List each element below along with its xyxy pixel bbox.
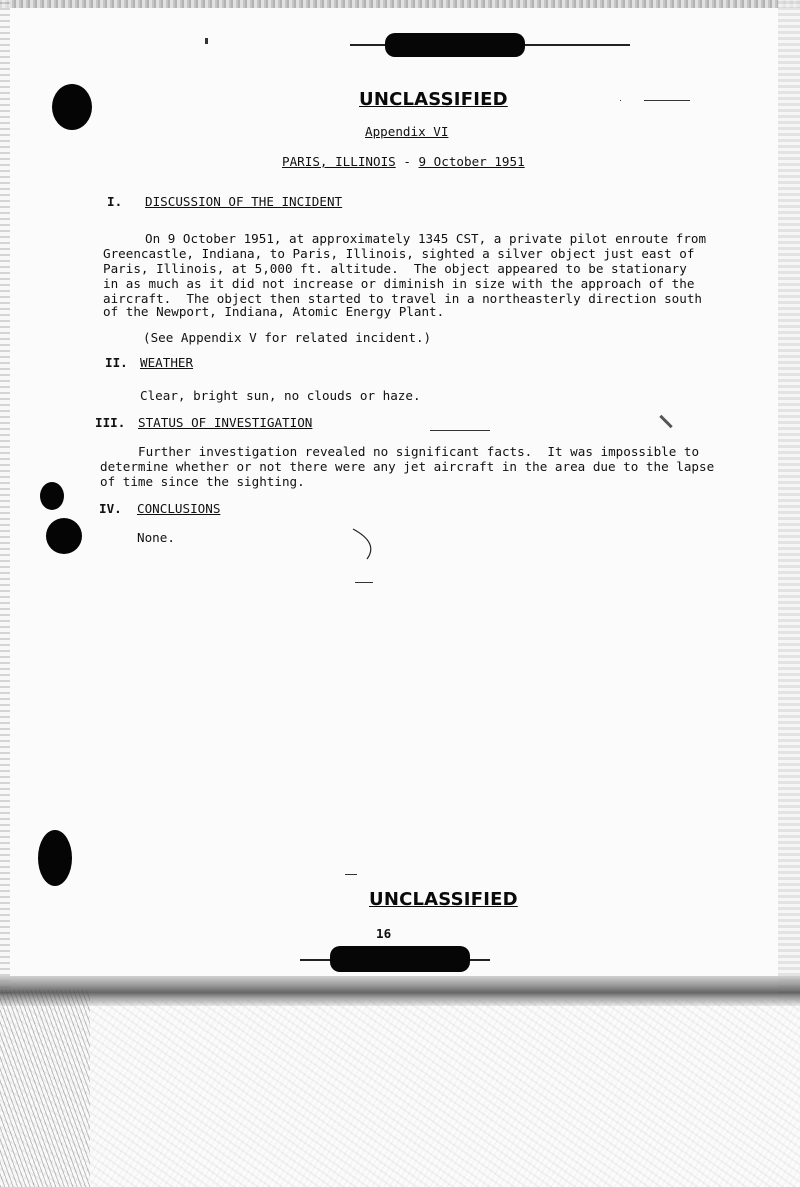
page-number: 16 (376, 926, 392, 941)
section-4-line: None. (137, 530, 175, 545)
scan-edge-right (778, 0, 800, 1000)
location-date-line (282, 154, 525, 169)
section-3-title: STATUS OF INVESTIGATION (138, 415, 313, 430)
stray-mark (430, 430, 490, 431)
section-3-line: Further investigation revealed no significant facts. It was impossible to (138, 444, 700, 459)
stray-mark (355, 582, 373, 583)
section-4-title: CONCLUSIONS (137, 501, 221, 516)
stray-mark (659, 415, 672, 428)
incident-date: 9 October 1951 (418, 154, 525, 169)
location: PARIS, ILLINOIS (282, 154, 396, 169)
punch-hole (52, 84, 92, 130)
scan-edge-top (0, 0, 800, 8)
stray-curve (345, 525, 385, 565)
stray-mark (620, 100, 621, 101)
punch-hole (40, 482, 64, 510)
section-1-line: Greencastle, Indiana, to Paris, Illinois, sighted a silver object just east of (103, 246, 695, 261)
classification-stamp-top: UNCLASSIFIED (359, 89, 508, 110)
redaction-bar-top (385, 33, 525, 57)
section-2-number: II. (105, 355, 128, 370)
scan-noise-corner (0, 990, 90, 1187)
stray-mark (345, 874, 357, 875)
stray-mark (644, 100, 690, 101)
section-1-number: I. (107, 194, 123, 209)
section-1-line: aircraft. The object then started to travel in a northeasterly direction south (103, 291, 702, 306)
scan-edge-left (0, 0, 10, 1000)
redaction-bar-bottom (330, 946, 470, 972)
section-1-note: (See Appendix V for related incident.) (143, 330, 432, 345)
section-1-title: DISCUSSION OF THE INCIDENT (145, 194, 343, 209)
appendix-label: Appendix VI (365, 124, 449, 139)
stray-mark (205, 38, 208, 44)
classification-stamp-bottom: UNCLASSIFIED (369, 889, 518, 910)
section-1-line: of the Newport, Indiana, Atomic Energy Plant. (103, 304, 445, 319)
scan-noise (0, 1000, 800, 1187)
location-date-separator: - (403, 154, 411, 169)
section-1-line: On 9 October 1951, at approximately 1345 CST, a private pilot enroute from (145, 231, 707, 246)
section-1-line: in as much as it did not increase or diminish in size with the approach of the (103, 276, 695, 291)
section-2-line: Clear, bright sun, no clouds or haze. (140, 388, 421, 403)
section-4-number: IV. (99, 501, 122, 516)
section-2-title: WEATHER (140, 355, 194, 370)
section-3-line: determine whether or not there were any jet aircraft in the area due to the lapse (100, 459, 715, 474)
section-3-line: of time since the sighting. (100, 474, 305, 489)
section-1-line: Paris, Illinois, at 5,000 ft. altitude. The object appeared to be stationary (103, 261, 687, 276)
punch-hole (38, 830, 72, 886)
punch-hole (46, 518, 82, 554)
section-3-number: III. (95, 415, 126, 430)
